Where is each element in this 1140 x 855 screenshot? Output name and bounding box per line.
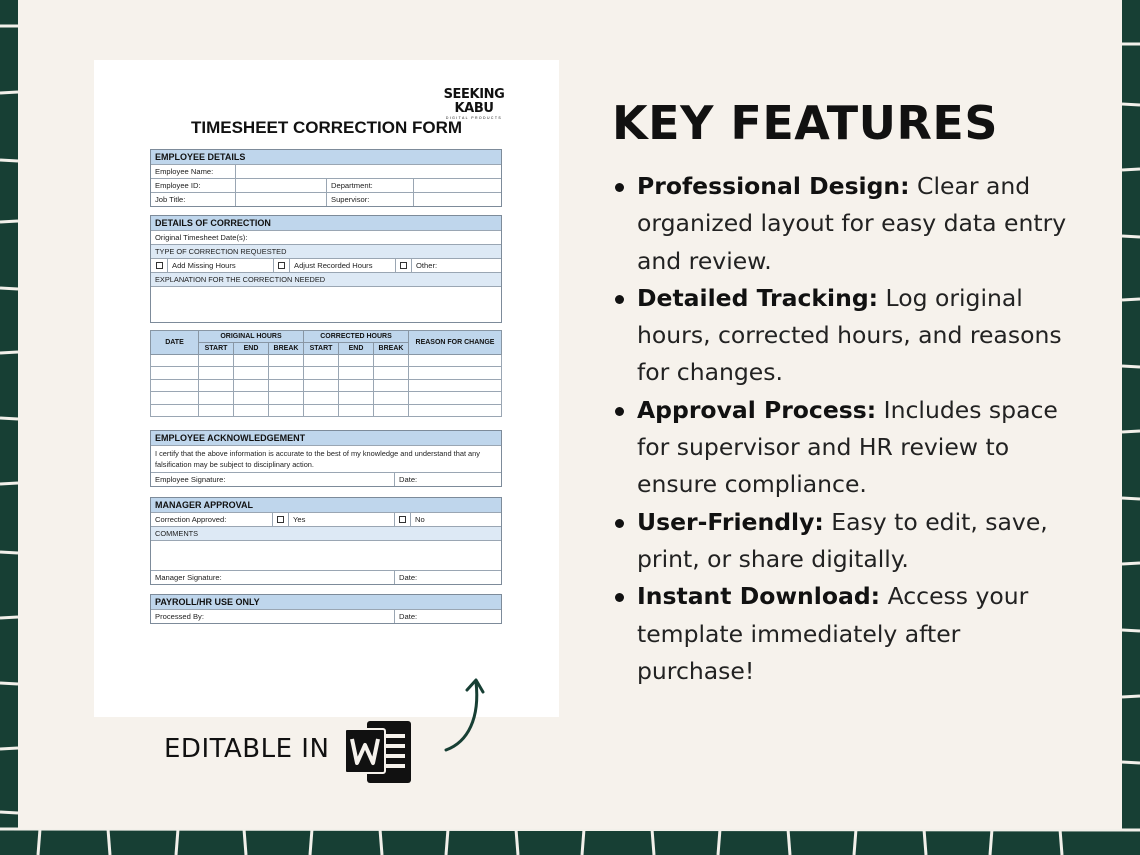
- feature-name: Professional Design:: [637, 172, 910, 200]
- table-row[interactable]: [151, 355, 502, 367]
- feature-name: Instant Download:: [637, 582, 881, 611]
- corrected-hours-header: CORRECTED HOURS: [304, 331, 409, 343]
- employee-id-field[interactable]: [235, 179, 326, 192]
- key-features-title: KEY FEATURES: [612, 96, 998, 150]
- processed-by-field[interactable]: Processed By:: [155, 612, 204, 621]
- feature-text: Easy to edit, save, print, or share digitally.: [637, 507, 1048, 573]
- correction-approved-label: Correction Approved:: [155, 515, 227, 524]
- employee-name-field[interactable]: [235, 165, 501, 178]
- employee-id-label: Employee ID:: [155, 181, 201, 190]
- feature-name: Detailed Tracking:: [637, 283, 879, 312]
- correction-type-header: TYPE OF CORRECTION REQUESTED: [155, 247, 287, 256]
- feature-text: Clear and organized layout for easy data entry and review.: [637, 172, 1067, 275]
- corrected-start-header: START: [304, 343, 339, 355]
- acknowledgement-statement: I certify that the above information is accurate to the best of my knowledge and understand that any falsification may be subject to disciplinary action.: [155, 449, 480, 469]
- employee-details-section: [150, 149, 502, 207]
- date-column-header: DATE: [151, 331, 199, 355]
- feature-text: Includes space for supervisor and HR review to ensure compliance.: [637, 395, 1058, 499]
- table-row[interactable]: [151, 392, 502, 404]
- feature-text: Log original hours, corrected hours, and reasons for changes.: [637, 283, 1062, 387]
- corrected-break-header: BREAK: [374, 343, 409, 355]
- original-dates-field[interactable]: Original Timesheet Date(s):: [155, 233, 248, 242]
- correction-details-section: [150, 215, 502, 323]
- employee-signature-field[interactable]: Employee Signature:: [155, 475, 226, 484]
- form-title: TIMESHEET CORRECTION FORM: [190, 118, 463, 137]
- employee-name-label: Employee Name:: [155, 167, 214, 176]
- section-header: MANAGER APPROVAL: [155, 500, 254, 510]
- original-break-header: BREAK: [269, 343, 304, 355]
- adjust-hours-checkbox[interactable]: [273, 259, 289, 272]
- list-item: [612, 578, 1072, 690]
- explanation-header: EXPLANATION FOR THE CORRECTION NEEDED: [155, 275, 326, 284]
- department-field[interactable]: [413, 179, 501, 192]
- table-row[interactable]: [151, 379, 502, 391]
- original-start-header: START: [199, 343, 234, 355]
- list-item: [612, 504, 1072, 579]
- section-header: EMPLOYEE DETAILS: [155, 152, 246, 162]
- corrected-end-header: END: [339, 343, 374, 355]
- microsoft-word-icon: [345, 717, 413, 785]
- feature-name: Approval Process:: [637, 395, 877, 424]
- comments-header: COMMENTS: [155, 529, 199, 538]
- job-title-field[interactable]: [235, 193, 326, 206]
- list-item: [612, 168, 1072, 280]
- approved-no-label: No: [410, 513, 501, 526]
- features-list: [612, 168, 1072, 690]
- department-label: Department:: [326, 179, 413, 192]
- payroll-date-field[interactable]: Date:: [394, 610, 501, 623]
- brand-tagline: DIGITAL PRODUCTS: [445, 116, 503, 120]
- list-item: [612, 280, 1072, 392]
- employee-date-field[interactable]: Date:: [394, 473, 501, 486]
- adjust-hours-label: Adjust Recorded Hours: [289, 259, 395, 272]
- approved-no-checkbox[interactable]: [394, 513, 410, 526]
- manager-approval-section: [150, 497, 502, 585]
- original-end-header: END: [234, 343, 269, 355]
- section-header: EMPLOYEE ACKNOWLEDGEMENT: [155, 433, 306, 443]
- missing-hours-label: Add Missing Hours: [167, 259, 273, 272]
- approved-yes-checkbox[interactable]: [272, 513, 288, 526]
- table-row[interactable]: [151, 367, 502, 379]
- comments-field[interactable]: [151, 541, 501, 570]
- supervisor-field[interactable]: [413, 193, 501, 206]
- approved-yes-label: Yes: [288, 513, 394, 526]
- supervisor-label: Supervisor:: [326, 193, 413, 206]
- explanation-field[interactable]: [151, 287, 501, 322]
- table-row[interactable]: [151, 404, 502, 416]
- other-checkbox[interactable]: [395, 259, 411, 272]
- hours-table: [150, 330, 502, 417]
- other-label: Other:: [411, 259, 501, 272]
- job-title-label: Job Title:: [155, 195, 186, 204]
- section-header: DETAILS OF CORRECTION: [155, 218, 271, 228]
- manager-date-field[interactable]: Date:: [394, 571, 501, 584]
- manager-signature-field[interactable]: Manager Signature:: [155, 573, 222, 582]
- payroll-section: [150, 594, 502, 624]
- brand-logo: [434, 88, 514, 121]
- curved-arrow-icon: [442, 672, 494, 756]
- reason-column-header: REASON FOR CHANGE: [409, 331, 502, 355]
- section-header: PAYROLL/HR USE ONLY: [155, 597, 260, 607]
- form-page: [94, 60, 559, 717]
- list-item: [612, 392, 1072, 504]
- brand-name: SEEKING KABU: [443, 87, 505, 116]
- acknowledgement-section: [150, 430, 502, 487]
- missing-hours-checkbox[interactable]: [151, 259, 167, 272]
- feature-name: User-Friendly:: [637, 507, 824, 536]
- editable-label: EDITABLE IN: [164, 734, 330, 764]
- feature-text: Access your template immediately after purchase!: [637, 582, 1029, 685]
- original-hours-header: ORIGINAL HOURS: [199, 331, 304, 343]
